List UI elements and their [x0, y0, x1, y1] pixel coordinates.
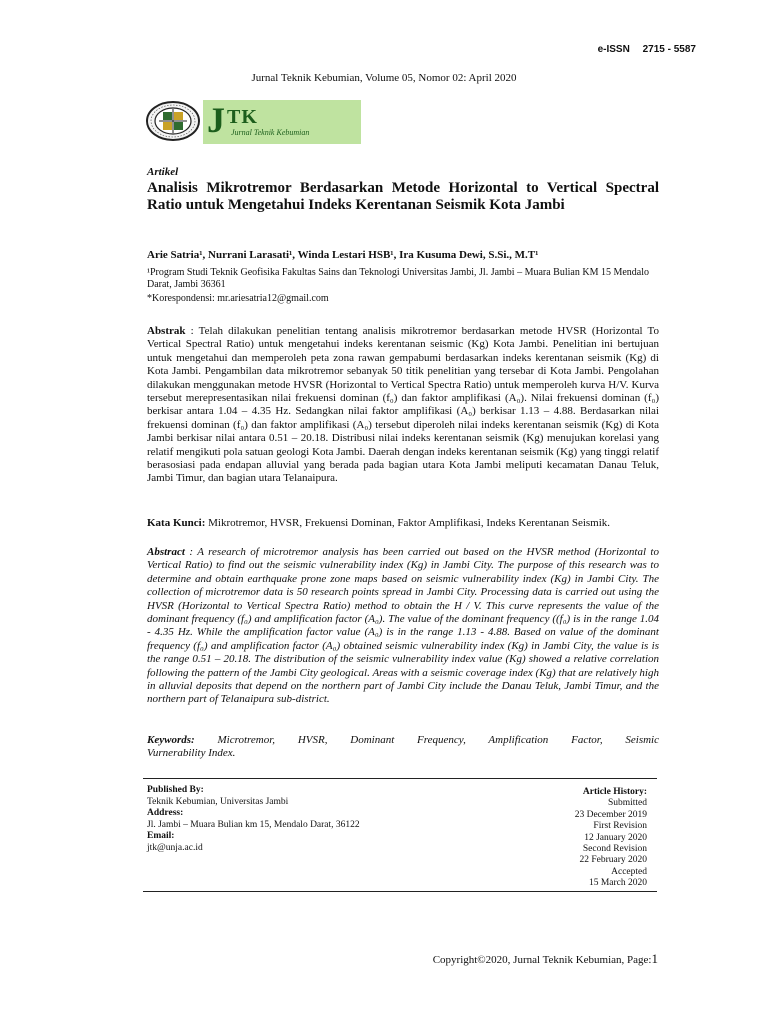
keywords-label: Keywords: — [147, 734, 195, 746]
journal-seal-logo — [145, 101, 201, 141]
issn-label: e-ISSN — [597, 44, 630, 55]
page-number: 1 — [651, 951, 658, 966]
affiliation: ¹Program Studi Teknik Geofisika Fakultas Sains dan Teknologi Universitas Jambi, Jl. Jambi – Muara Bulian KM 15 Mendalo Darat, Jambi 36361 — [147, 267, 650, 290]
correspondence-email: *Korespondensi: mr.ariesatria12@gmail.com — [147, 293, 329, 304]
address-value: Jl. Jambi – Muara Bulian km 15, Mendalo Darat, 36122 — [147, 819, 360, 830]
kata-kunci-body: Mikrotremor, HVSR, Frekuensi Dominan, Faktor Amplifikasi, Indeks Kerentanan Seismik. — [205, 517, 611, 529]
history-item: Second Revision — [582, 844, 647, 855]
history-item: 22 February 2020 — [579, 855, 647, 866]
author-list: Arie Satria¹, Nurrani Larasati¹, Winda Lestari HSB¹, Ira Kusuma Dewi, S.Si., M.T¹ — [147, 249, 539, 261]
abstrak-section — [147, 325, 659, 486]
divider-top — [143, 778, 657, 779]
kata-kunci-label: Kata Kunci: — [147, 517, 206, 529]
page-footer — [433, 951, 658, 967]
history-label: Article History: — [582, 787, 647, 797]
issn-number: 2715 - 5587 — [642, 44, 696, 55]
abstract-label: Abstract — [147, 546, 185, 558]
history-item: 15 March 2020 — [588, 878, 647, 889]
article-history — [467, 787, 647, 890]
publisher-info — [147, 785, 447, 854]
divider-bottom — [143, 891, 657, 892]
history-item: 23 December 2019 — [574, 809, 647, 820]
history-item: First Revision — [593, 821, 647, 832]
keywords-line2: Vurnerability Index. — [147, 747, 236, 759]
published-label: Published By: — [147, 785, 204, 795]
logo-letters-tk: TK — [227, 106, 258, 128]
email-value: jtk@unja.ac.id — [147, 842, 203, 853]
history-item: 12 January 2020 — [584, 832, 647, 843]
history-item: Accepted — [611, 866, 647, 877]
email-label: Email: — [147, 831, 175, 841]
keywords-line1: Microtremor, HVSR, Dominant Frequency, Amplification Factor, Seismic — [194, 734, 659, 746]
address-label: Address: — [147, 808, 184, 818]
copyright-text: Copyright©2020, Jurnal Teknik Kebumian, Page: — [432, 954, 652, 966]
logo-subtitle: Jurnal Teknik Kebumian — [231, 128, 310, 137]
published-value: Teknik Kebumian, Universitas Jambi — [147, 796, 289, 807]
journal-header: Jurnal Teknik Kebumian, Volume 05, Nomor 02: April 2020 — [251, 72, 517, 84]
journal-logo-jtk — [203, 100, 361, 144]
abstract-section — [147, 546, 659, 707]
issn — [598, 44, 696, 55]
abstract-body: : A research of microtremor analysis has been carried out based on the HVSR method (Horizontal to Vertical Ratio) to find out the seismic vulnerability index (Kg) in Jambi City. The purpose of this research was to determine and obtain earthquake prone zone maps based on seismic vulnerability index (Kg) in Jambi City. The collection of microtremor data is 50 research points spread in Jambi City. Processing data is carried out using the HVSR (Horizontal to Vertical Spectra Ratio) method to obtain the H / V. This curve represents the value of the dominant frequency (f₀) and amplification factor (A₀). The value of the dominant frequency ((f₀) is in the range 1.04 - 4.35 Hz. While the amplification factor value (A₀) is in the range 1.13 - 4.88. Based on value of the dominant frequency (f₀) and amplification factor (A₀) obtained seismic vulnerability index (Kg) in Jambi City, the value is is the range 0.51 – 20.18. The distribution of the seismic vulnerability index value (Kg) showed a relative correlation following the pattern of the Jambi City geological. Areas with a seismic coverage index (Kg) that are relatively high in alluvial deposits that depend on the northern part of Jambi City include the Danau Teluk, Jambi Timur, and the northern part of Telanaipura sub-district. — [147, 546, 659, 706]
kata-kunci-section — [147, 517, 659, 529]
article-type: Artikel — [147, 166, 179, 178]
logo-letter-j: J — [207, 100, 225, 140]
abstrak-label: Abstrak — [147, 325, 186, 337]
paper-title: Analisis Mikrotremor Berdasarkan Metode Horizontal to Vertical Spectral Ratio untuk Mengetahui Indeks Kerentanan Seismik Kota Jambi — [147, 180, 659, 213]
keywords-section — [147, 733, 659, 747]
abstrak-body: : Telah dilakukan penelitian tentang analisis mikrotremor berdasarkan metode HVSR (Horizontal To Vertical Spectral Ratio) untuk mengetahui indeks kerentanan seismic (Kg) Kota Jambi. Penelitian ini bertujuan untuk mengetahui dan memperoleh peta zona rawan gempabumi berdasarkan indeks kerentanan seismik (Kg) di Kota Jambi. Pengambilan data mikrotremor sebanyak 50 titik penelitian yang tersebar di Kota Jambi. Pengolahan dilakukan menggunakan metode HVSR (Horizontal to Vertical Spectra Ratio) untuk memperoleh kurva H/V. Kurva tersebut merepresentasikan nilai frekuensi dominan (f₀) dan faktor amplifikasi (A₀). Nilai frekuensi dominan (f₀) berkisar antara 1.04 – 4.35 Hz. Sedangkan nilai faktor amplifikasi (A₀) berkisar 1.13 – 4.88. Berdasarkan nilai frekuensi dominan (f₀) dan faktor amplifikasi (A₀) tersebut diperoleh nilai indeks kerentanan seismik (Kg) di Kota Jambi berkisar nilai antara 0.51 – 20.18. Distribusi nilai indeks kerentanan seismik (Kg) menujukan korelasi yang relatif mengikuti pola satuan geologi Kota Jambi. Daerah dengan indeks kerentanan seismik (Kg) yang tinggi relatif berasosiasi pada endapan alluvial yang berada pada bagian utara Kota Jambi meliputi kecamatan Danau Teluk, Jambi Timur, dan bagian utara Telanaipura. — [147, 325, 659, 485]
history-item: Submitted — [607, 798, 647, 809]
